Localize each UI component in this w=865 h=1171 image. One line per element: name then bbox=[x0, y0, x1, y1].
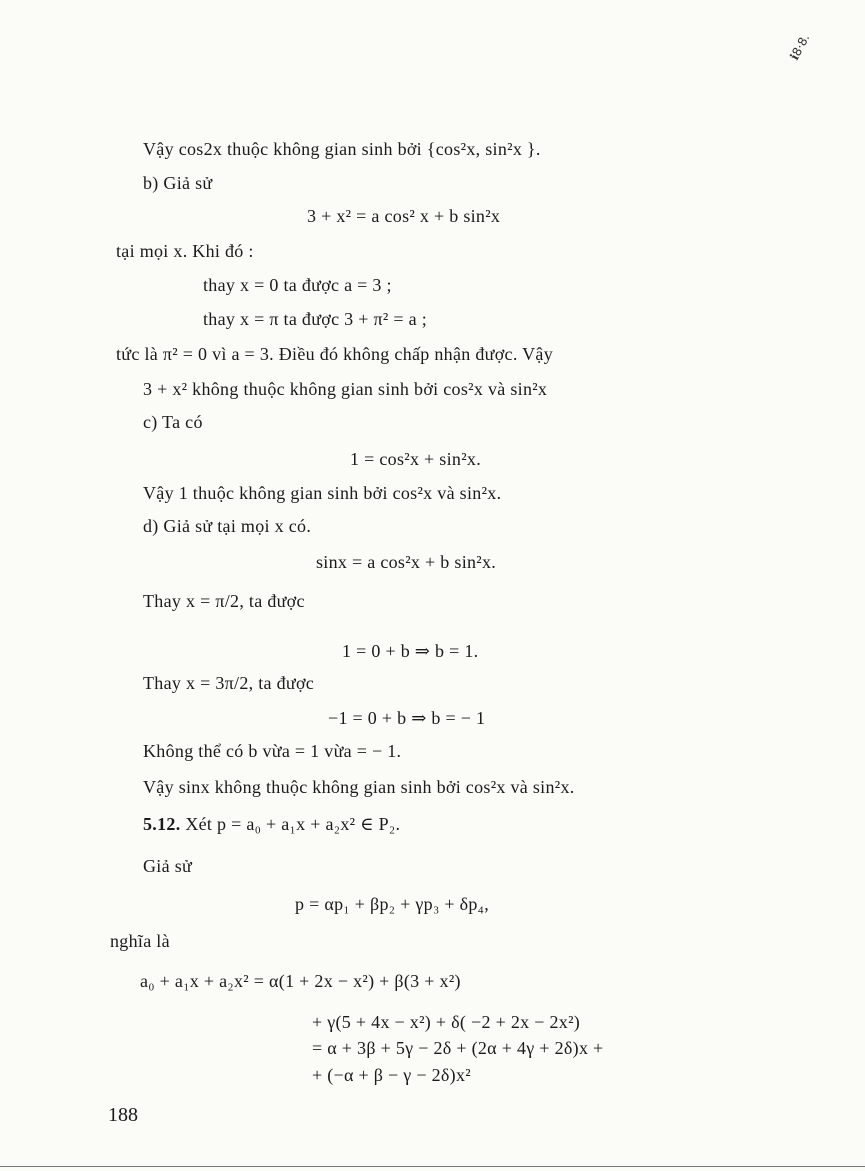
text-line: Giả sử bbox=[143, 856, 193, 876]
text-line: Không thể có b vừa = 1 vừa = − 1. bbox=[143, 741, 402, 761]
text-line: Thay x = π/2, ta được bbox=[143, 591, 305, 611]
text-line: Vậy sinx không thuộc không gian sinh bởi cos²x và sin²x. bbox=[143, 777, 575, 797]
equation-line: 1 = 0 + b ⇒ b = 1. bbox=[342, 641, 479, 661]
text-line: tại mọi x. Khi đó : bbox=[116, 241, 254, 261]
equation-line: 1 = cos²x + sin²x. bbox=[350, 449, 481, 469]
equation-line: 3 + x² = a cos² x + b sin²x bbox=[307, 206, 501, 226]
text-line: Thay x = 3π/2, ta được bbox=[143, 673, 315, 693]
exercise-text: Xét p = a₀ + a₁x + a₂x² ∈ P₂. bbox=[185, 814, 401, 834]
equation-line: −1 = 0 + b ⇒ b = − 1 bbox=[328, 708, 486, 728]
equation-line: sinx = a cos²x + b sin²x. bbox=[316, 552, 497, 572]
equation-line: a₀ + a₁x + a₂x² = α(1 + 2x − x²) + β(3 + x²) bbox=[140, 971, 461, 991]
text-line: thay x = π ta được 3 + π² = a ; bbox=[203, 309, 428, 329]
exercise-line bbox=[143, 813, 400, 835]
equation-line: + γ(5 + 4x − x²) + δ( −2 + 2x − 2x²) bbox=[312, 1012, 581, 1032]
equation-line: = α + 3β + 5γ − 2δ + (2α + 4γ + 2δ)x + bbox=[312, 1038, 604, 1058]
page-bottom-rule bbox=[0, 1166, 865, 1167]
equation-line: p = αp₁ + βp₂ + γp₃ + δp₄, bbox=[295, 894, 490, 914]
text-line: Vậy 1 thuộc không gian sinh bởi cos²x và sin²x. bbox=[143, 483, 502, 503]
text-line: b) Giả sử bbox=[143, 173, 213, 193]
text-line: 3 + x² không thuộc không gian sinh bởi cos²x và sin²x bbox=[143, 379, 548, 399]
text-line: c) Ta có bbox=[143, 412, 203, 432]
equation-line: + (−α + β − γ − 2δ)x² bbox=[312, 1065, 471, 1085]
text-line: nghĩa là bbox=[110, 931, 170, 951]
text-line: thay x = 0 ta được a = 3 ; bbox=[203, 275, 392, 295]
text-line: Vậy cos2x thuộc không gian sinh bởi {cos²x, sin²x }. bbox=[143, 139, 541, 159]
corner-handwritten-mark: ℹ8·8. bbox=[787, 31, 813, 63]
text-line: d) Giả sử tại mọi x có. bbox=[143, 516, 312, 536]
exercise-number: 5.12. bbox=[143, 814, 181, 834]
text-line: tức là π² = 0 vì a = 3. Điều đó không chấp nhận được. Vậy bbox=[116, 344, 553, 364]
page-number: 188 bbox=[108, 1104, 138, 1126]
